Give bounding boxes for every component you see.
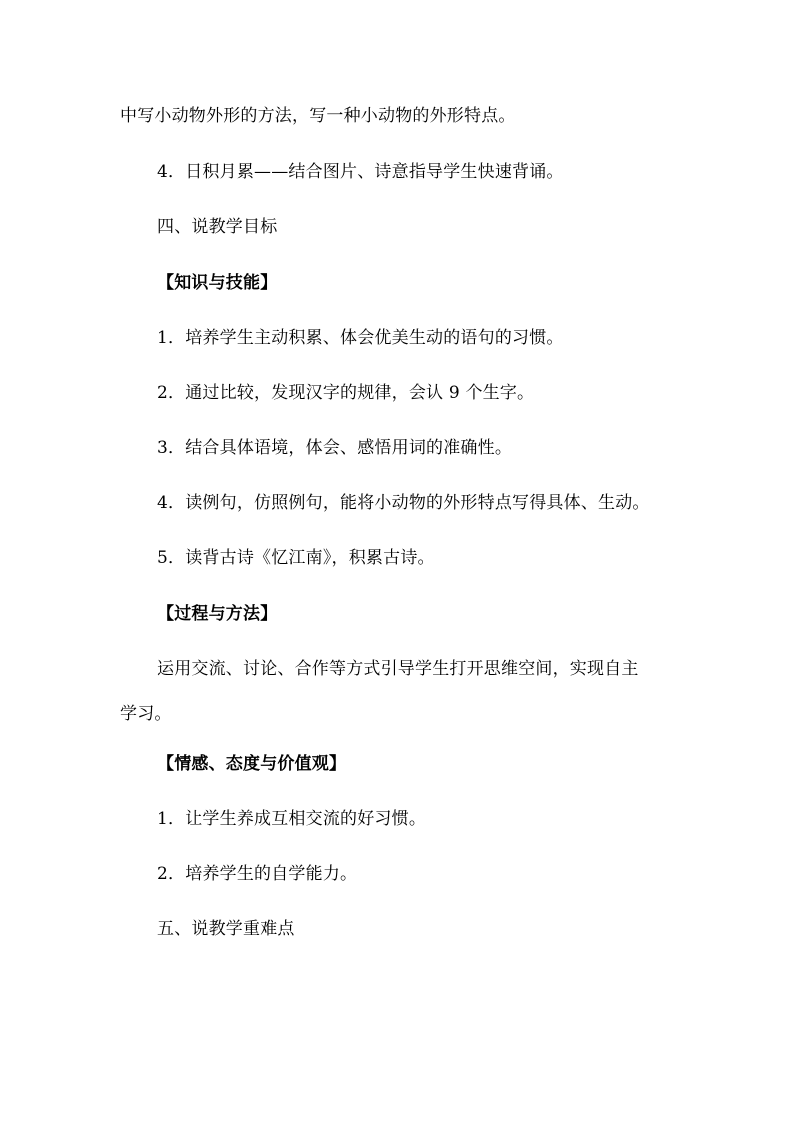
goal-item-1: 1．培养学生主动积累、体会优美生动的语句的习惯。 xyxy=(157,328,564,348)
process-paragraph-line-2: 学习。 xyxy=(120,704,172,724)
list-item-4-rote: 4．日积月累——结合图片、诗意指导学生快速背诵。 xyxy=(157,162,564,182)
emotion-item-2: 2．培养学生的自学能力。 xyxy=(157,864,358,884)
subheading-emotion-attitude-values: 【情感、态度与价值观】 xyxy=(157,754,347,774)
subheading-process-method: 【过程与方法】 xyxy=(157,604,278,624)
section-heading-teaching-goals: 四、说教学目标 xyxy=(157,217,278,237)
paragraph-continuation: 中写小动物外形的方法，写一种小动物的外形特点。 xyxy=(120,106,516,126)
goal-item-5: 5．读背古诗《忆江南》，积累古诗。 xyxy=(157,548,435,568)
subheading-knowledge-skills: 【知识与技能】 xyxy=(157,273,278,293)
section-heading-key-difficult-points: 五、说教学重难点 xyxy=(157,919,295,939)
goal-item-3: 3．结合具体语境，体会、感悟用词的准确性。 xyxy=(157,438,513,458)
goal-item-4: 4．读例句，仿照例句，能将小动物的外形特点写得具体、生动。 xyxy=(157,493,650,513)
goal-item-2: 2．通过比较，发现汉字的规律，会认 9 个生字。 xyxy=(157,383,535,403)
emotion-item-1: 1．让学生养成互相交流的好习惯。 xyxy=(157,809,427,829)
process-paragraph-line-1: 运用交流、讨论、合作等方式引导学生打开思维空间，实现自主 xyxy=(157,659,639,679)
